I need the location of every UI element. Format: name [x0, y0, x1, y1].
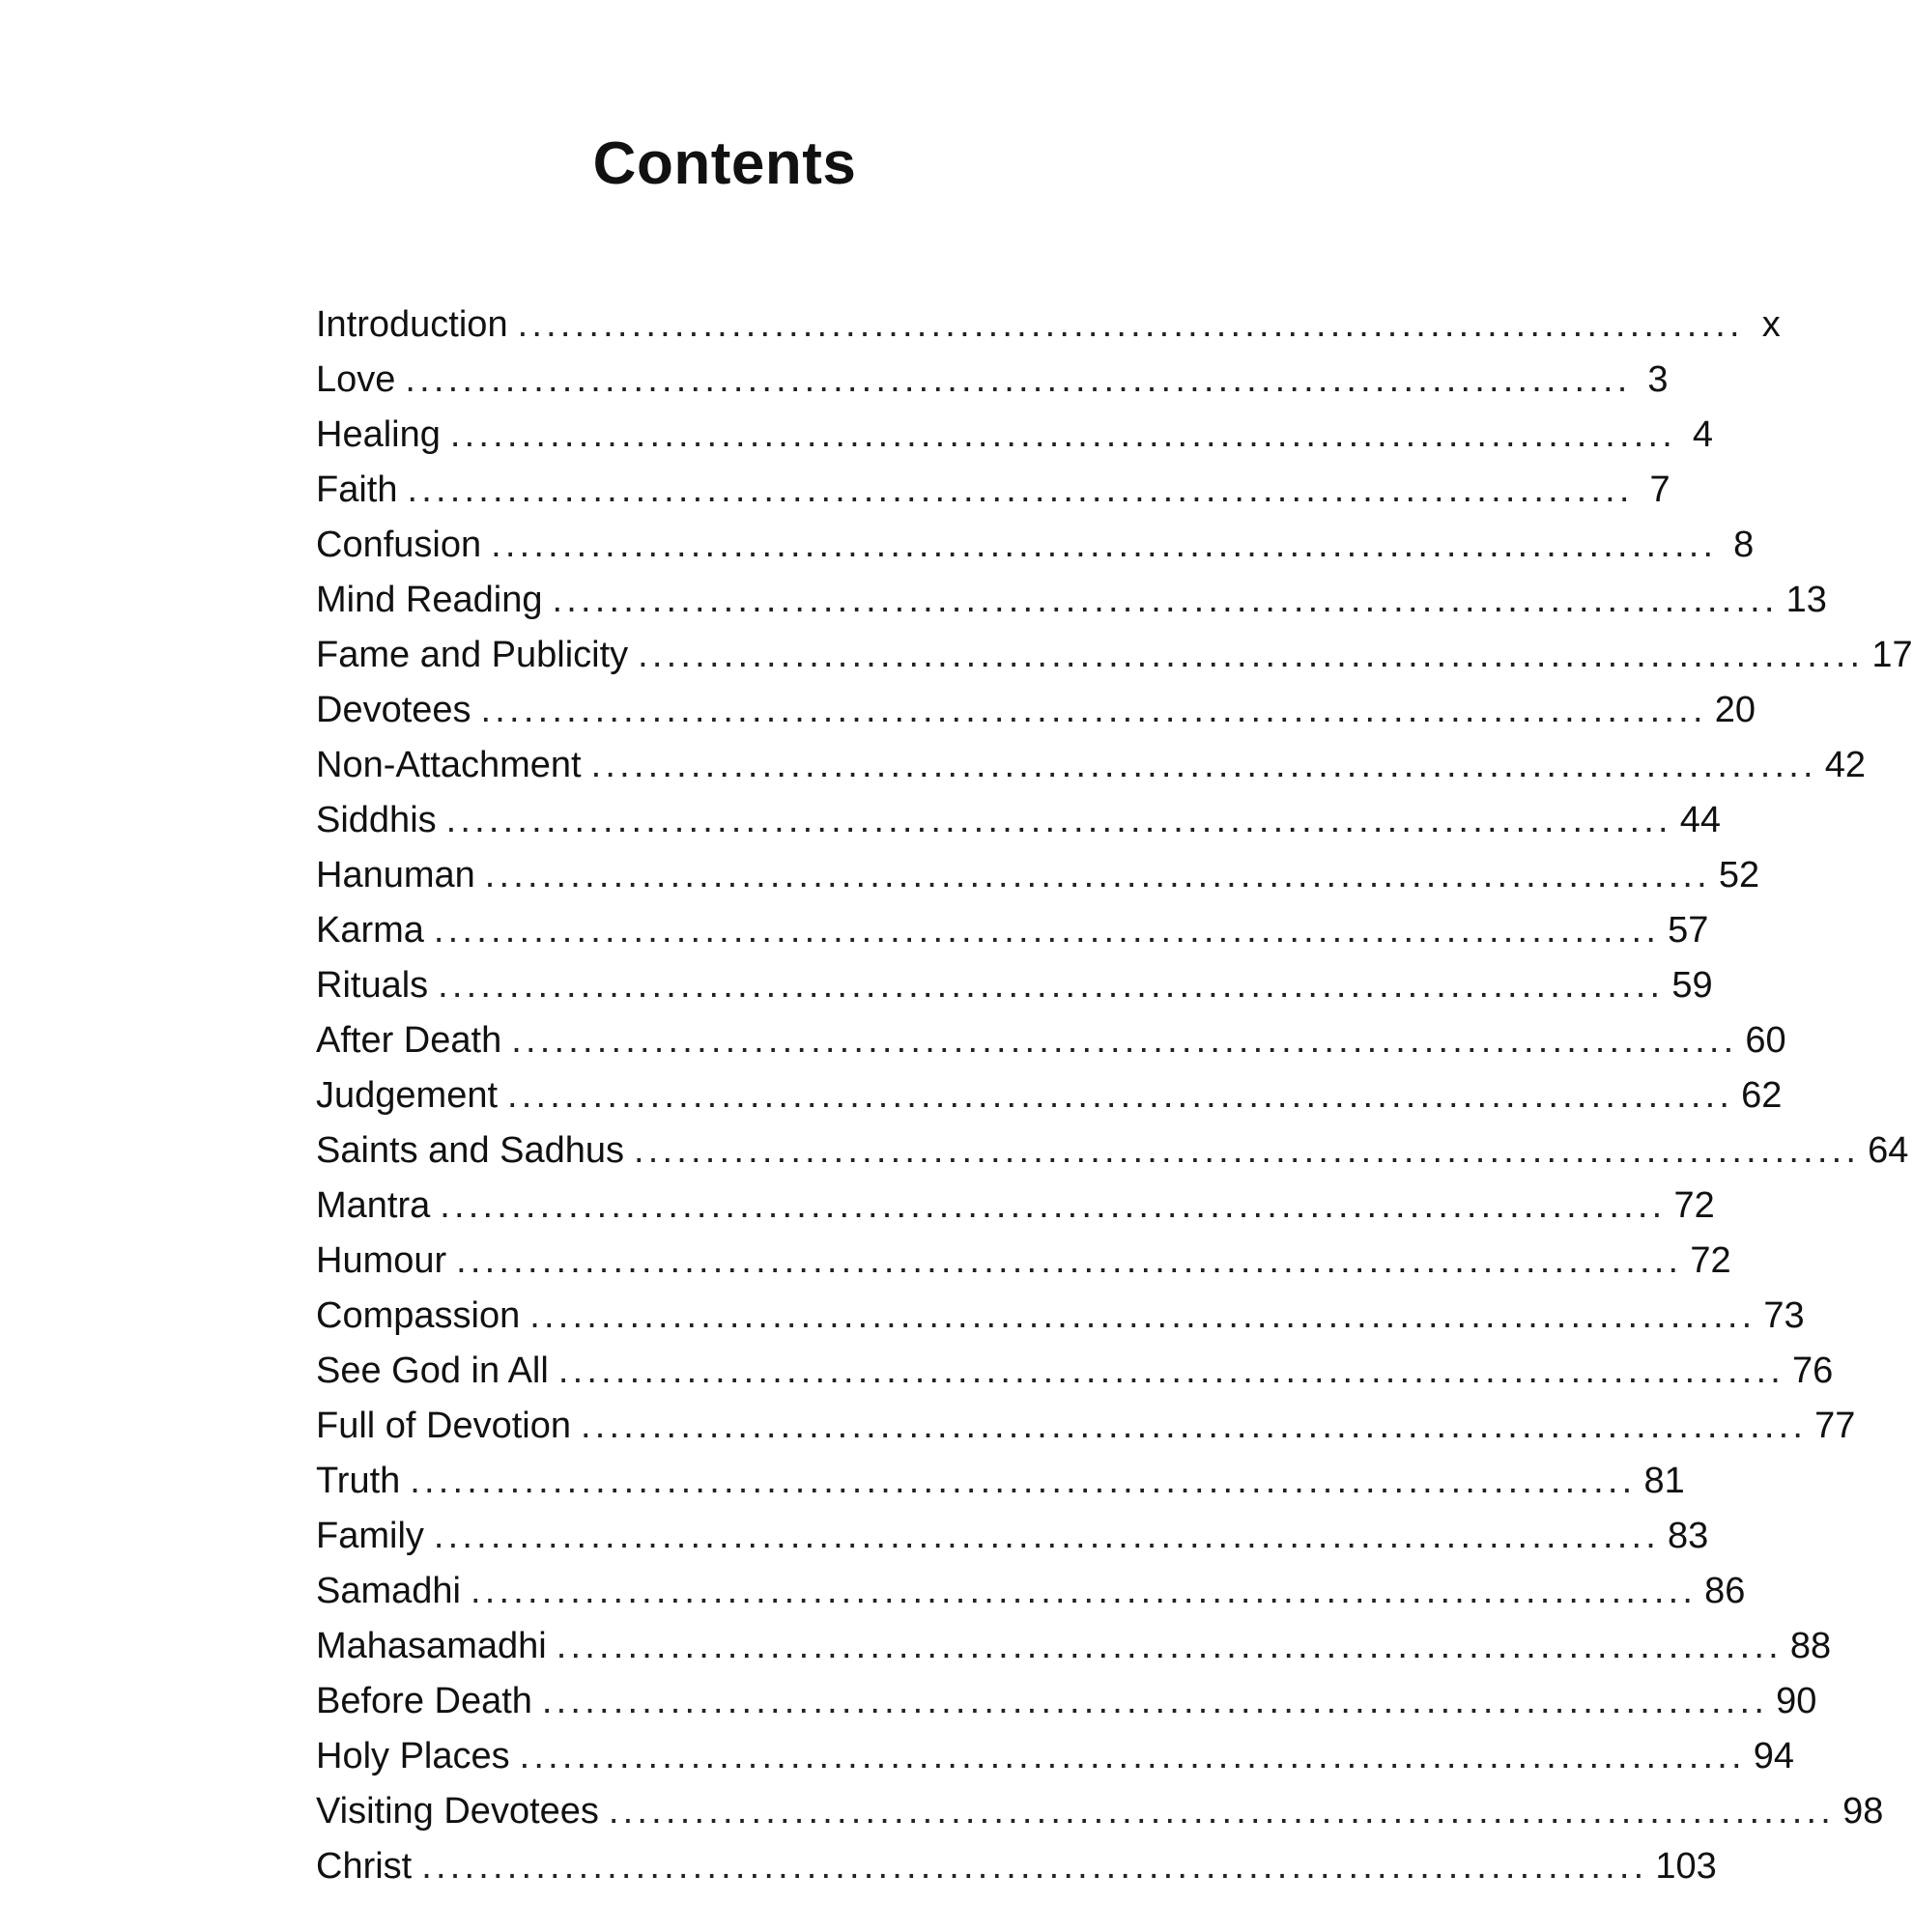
toc-entry-title: Non-Attachment: [316, 745, 582, 785]
dot-leader: ......................................................................................: [608, 1791, 1836, 1832]
dot-leader: ......................................................................................: [529, 1295, 1756, 1336]
toc-entry[interactable]: [316, 1454, 1685, 1509]
toc-page-number: 90: [1776, 1681, 1817, 1721]
toc-page-number: 72: [1673, 1185, 1715, 1226]
dot-leader: ......................................................................................: [480, 690, 1707, 730]
toc-page-number: 62: [1741, 1075, 1783, 1116]
dot-leader: ......................................................................................: [638, 635, 1865, 675]
toc-page-number: 44: [1679, 800, 1722, 840]
toc-entry-title: Before Death: [316, 1681, 532, 1721]
toc-page-number: 60: [1745, 1020, 1786, 1061]
toc-page-number: 72: [1690, 1240, 1731, 1281]
toc-page-number: 52: [1718, 855, 1760, 895]
toc-entry-title: Holy Places: [316, 1736, 510, 1776]
toc-entry[interactable]: [316, 518, 1755, 573]
dot-leader: ......................................................................................: [491, 525, 1718, 565]
dot-leader: ......................................................................................: [445, 800, 1672, 840]
toc-page-number: 73: [1763, 1295, 1805, 1336]
dot-leader: ......................................................................................: [511, 1020, 1738, 1061]
dot-leader: ......................................................................................: [507, 1075, 1734, 1116]
dot-leader: ......................................................................................: [407, 469, 1634, 510]
toc-entry-title: Mind Reading: [316, 580, 543, 620]
toc-entry-title: Humour: [316, 1240, 447, 1281]
toc-entry[interactable]: [316, 1344, 1834, 1399]
toc-page-number: 64: [1868, 1130, 1909, 1171]
toc-entry[interactable]: [316, 848, 1760, 903]
toc-page-number: 76: [1791, 1350, 1834, 1391]
toc-entry[interactable]: [316, 1564, 1746, 1619]
toc-entry-title: Fame and Publicity: [316, 635, 629, 675]
toc-page-number: 94: [1753, 1736, 1795, 1776]
dot-leader: ......................................................................................: [581, 1406, 1808, 1446]
dot-leader: ......................................................................................: [590, 745, 1817, 785]
toc-page-number: 20: [1714, 690, 1756, 730]
toc-page-number: 83: [1668, 1516, 1709, 1556]
toc-entry[interactable]: [316, 1179, 1715, 1234]
toc-entry[interactable]: [316, 683, 1756, 738]
toc-entry-title: Love: [316, 359, 396, 400]
toc-entry-title: See God in All: [316, 1350, 549, 1391]
toc-entry[interactable]: [316, 738, 1867, 793]
toc-entry[interactable]: [316, 1729, 1795, 1784]
toc-page-number: x: [1761, 304, 1781, 345]
toc-entry-title: Christ: [316, 1846, 413, 1887]
toc-entry-title: Devotees: [316, 690, 471, 730]
toc-entry[interactable]: [316, 958, 1713, 1013]
toc-entry[interactable]: [316, 1234, 1731, 1289]
toc-page-number: 17: [1871, 635, 1913, 675]
page-title: Contents: [592, 129, 857, 197]
toc-entry-title: Truth: [316, 1461, 401, 1501]
toc-page-number: 88: [1789, 1626, 1832, 1666]
toc-entry[interactable]: [316, 463, 1670, 518]
toc-page-number: 7: [1649, 469, 1670, 510]
toc-entry[interactable]: [316, 903, 1709, 958]
toc-page-number: 4: [1692, 414, 1714, 455]
toc-entry[interactable]: [316, 1509, 1709, 1564]
toc-entry[interactable]: [316, 408, 1714, 463]
dot-leader: ......................................................................................: [456, 1240, 1683, 1281]
toc-entry[interactable]: [316, 1289, 1805, 1344]
toc-entry-title: Saints and Sadhus: [316, 1130, 625, 1171]
toc-entry-title: After Death: [316, 1020, 502, 1061]
dot-leader: ......................................................................................: [541, 1681, 1769, 1721]
dot-leader: ......................................................................................: [410, 1461, 1637, 1501]
toc-entry[interactable]: [316, 1674, 1817, 1729]
toc-entry-title: Compassion: [316, 1295, 521, 1336]
dot-leader: ......................................................................................: [440, 1185, 1667, 1226]
toc-page-number: 98: [1842, 1791, 1884, 1832]
dot-leader: ......................................................................................: [552, 580, 1779, 620]
toc-entry[interactable]: [316, 1619, 1832, 1674]
toc-page-number: 86: [1704, 1571, 1746, 1611]
dot-leader: ......................................................................................: [433, 910, 1661, 951]
toc-entry-title: Rituals: [316, 965, 429, 1006]
toc-entry-title: Family: [316, 1516, 424, 1556]
toc-entry-title: Full of Devotion: [316, 1406, 572, 1446]
toc-entry-title: Mahasamadhi: [316, 1626, 547, 1666]
toc-entry-title: Judgement: [316, 1075, 499, 1116]
toc-entry[interactable]: [316, 1399, 1856, 1454]
toc-entry[interactable]: [316, 298, 1781, 353]
toc-entry-title: Hanuman: [316, 855, 475, 895]
toc-entry-title: Mantra: [316, 1185, 431, 1226]
toc-page-number: 59: [1671, 965, 1713, 1006]
table-of-contents: [316, 298, 1913, 1894]
toc-page-number: 13: [1785, 580, 1827, 620]
toc-entry[interactable]: [316, 1784, 1884, 1839]
toc-entry-title: Healing: [316, 414, 441, 455]
dot-leader: ......................................................................................: [438, 965, 1665, 1006]
toc-entry[interactable]: [316, 573, 1827, 628]
toc-entry-title: Siddhis: [316, 800, 437, 840]
toc-entry[interactable]: [316, 1013, 1786, 1068]
toc-entry[interactable]: [316, 1839, 1717, 1894]
dot-leader: ......................................................................................: [557, 1350, 1785, 1391]
toc-page-number: 77: [1814, 1406, 1856, 1446]
toc-entry-title: Visiting Devotees: [316, 1791, 599, 1832]
toc-entry-title: Karma: [316, 910, 424, 951]
toc-entry-title: Samadhi: [316, 1571, 461, 1611]
toc-page-number: 103: [1655, 1846, 1717, 1887]
dot-leader: ......................................................................................: [556, 1626, 1783, 1666]
dot-leader: ......................................................................................: [470, 1571, 1698, 1611]
toc-page-number: 57: [1668, 910, 1709, 951]
dot-leader: ......................................................................................: [449, 414, 1677, 455]
dot-leader: ......................................................................................: [421, 1846, 1648, 1887]
dot-leader: ......................................................................................: [634, 1130, 1861, 1171]
toc-page-number: 8: [1733, 525, 1755, 565]
toc-page-number: 81: [1643, 1461, 1685, 1501]
toc-entry-title: Confusion: [316, 525, 482, 565]
dot-leader: ......................................................................................: [433, 1516, 1661, 1556]
toc-entry[interactable]: [316, 1068, 1783, 1123]
toc-page-number: 42: [1824, 745, 1867, 785]
toc-page-number: 3: [1647, 359, 1669, 400]
dot-leader: ......................................................................................: [517, 304, 1744, 345]
toc-entry[interactable]: [316, 628, 1913, 683]
toc-entry[interactable]: [316, 793, 1722, 848]
dot-leader: ......................................................................................: [405, 359, 1632, 400]
toc-entry-title: Faith: [316, 469, 398, 510]
toc-entry[interactable]: [316, 1123, 1909, 1179]
dot-leader: ......................................................................................: [484, 855, 1711, 895]
toc-entry[interactable]: [316, 353, 1669, 408]
dot-leader: ......................................................................................: [519, 1736, 1746, 1776]
toc-entry-title: Introduction: [316, 304, 508, 345]
